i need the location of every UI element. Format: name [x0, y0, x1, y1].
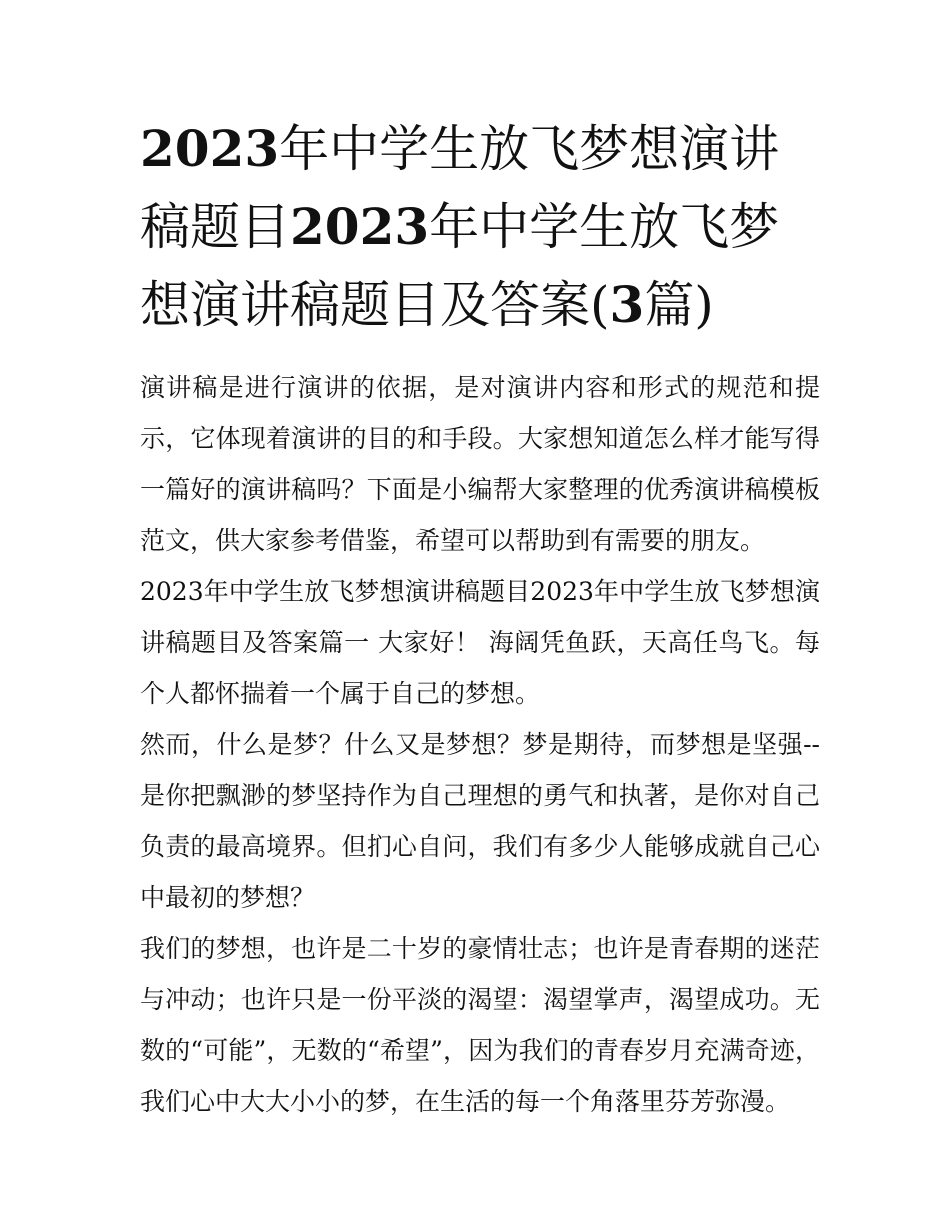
title-number: 2023: [140, 119, 280, 178]
title-number: 2023: [290, 197, 430, 256]
paragraph-greeting: 2023年中学生放飞梦想演讲稿题目2023年中学生放飞梦想演讲稿题目及答案篇一 大家好！ 海阔凭鱼跃，天高任鸟飞。每个人都怀揣着一个属于自己的梦想。: [140, 577, 820, 708]
document-page: [140, 110, 820, 1127]
document-title: 2023年中学生放飞梦想演讲稿题目2023年中学生放飞梦想演讲稿题目及答案(3篇): [140, 119, 780, 334]
title-number: 3: [609, 275, 645, 334]
paragraph-intro: 演讲稿是进行演讲的依据，是对演讲内容和形式的规范和提示，它体现着演讲的目的和手段。大家想知道怎么样才能写得一篇好的演讲稿吗？下面是小编帮大家整理的优秀演讲稿模板范文，供大家参考借鉴，希望可以帮助到有需要的朋友。: [140, 373, 820, 555]
paragraph-our-dreams: 我们的梦想，也许是二十岁的豪情壮志；也许是青春期的迷茫与冲动；也许只是一份平淡的渴望：渴望掌声，渴望成功。无数的“可能”，无数的“希望”，因为我们的青春岁月充满奇迹，我们心中大大小小的梦，在生活的每一个角落里芬芳弥漫。: [140, 934, 820, 1116]
paragraph-what-is-dream: 然而，什么是梦？什么又是梦想？梦是期待，而梦想是坚强--是你把飘渺的梦坚持作为自己理想的勇气和执著，是你对自己负责的最高境界。但扪心自问，我们有多少人能够成就自己心中最初的梦想？: [140, 730, 820, 912]
